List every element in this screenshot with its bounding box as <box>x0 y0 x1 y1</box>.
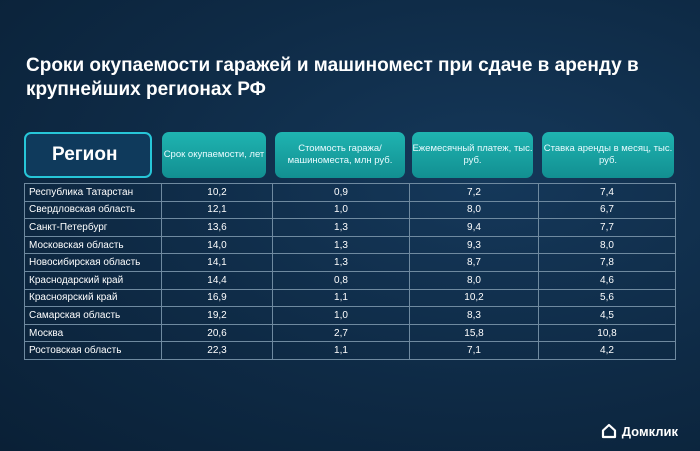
table-row <box>25 254 676 272</box>
region-cell: Красноярский край <box>25 289 162 307</box>
data-table <box>24 183 676 360</box>
value-cell: 19,2 <box>162 307 273 325</box>
value-cell: 5,6 <box>539 289 676 307</box>
value-cell: 9,4 <box>410 219 539 237</box>
value-cell: 7,4 <box>539 184 676 202</box>
region-cell: Санкт-Петербург <box>25 219 162 237</box>
value-cell: 1,0 <box>273 307 410 325</box>
column-header-rent: Ставка аренды в месяц, тыс. руб. <box>542 132 674 178</box>
table-row <box>25 184 676 202</box>
table-row <box>25 307 676 325</box>
value-cell: 8,0 <box>410 271 539 289</box>
data-table-body <box>25 184 676 360</box>
value-cell: 1,3 <box>273 219 410 237</box>
value-cell: 15,8 <box>410 324 539 342</box>
value-cell: 20,6 <box>162 324 273 342</box>
value-cell: 0,9 <box>273 184 410 202</box>
column-header-cost: Стоимость гаража/ машиноместа, млн руб. <box>275 132 405 178</box>
brand-name: Домклик <box>621 423 678 439</box>
value-cell: 1,0 <box>273 201 410 219</box>
value-cell: 8,0 <box>410 201 539 219</box>
region-cell: Краснодарский край <box>25 271 162 289</box>
value-cell: 16,9 <box>162 289 273 307</box>
column-header-payment: Ежемесячный платеж, тыс. руб. <box>412 132 533 178</box>
house-logo-icon <box>601 423 617 439</box>
column-header-payback: Срок окупаемости, лет <box>162 132 266 178</box>
region-cell: Москва <box>25 324 162 342</box>
value-cell: 10,2 <box>162 184 273 202</box>
value-cell: 1,3 <box>273 236 410 254</box>
value-cell: 8,3 <box>410 307 539 325</box>
value-cell: 7,8 <box>539 254 676 272</box>
value-cell: 14,4 <box>162 271 273 289</box>
region-cell: Московская область <box>25 236 162 254</box>
page-title: Сроки окупаемости гаражей и машиномест при сдаче в аренду в крупнейших регионах РФ <box>26 55 639 100</box>
table-row <box>25 201 676 219</box>
value-cell: 1,3 <box>273 254 410 272</box>
value-cell: 10,8 <box>539 324 676 342</box>
value-cell: 8,0 <box>539 236 676 254</box>
value-cell: 14,1 <box>162 254 273 272</box>
value-cell: 0,8 <box>273 271 410 289</box>
table-row <box>25 219 676 237</box>
region-cell: Ростовская область <box>25 342 162 360</box>
value-cell: 13,6 <box>162 219 273 237</box>
value-cell: 4,5 <box>539 307 676 325</box>
value-cell: 6,7 <box>539 201 676 219</box>
table-row <box>25 324 676 342</box>
region-cell: Свердловская область <box>25 201 162 219</box>
value-cell: 4,2 <box>539 342 676 360</box>
value-cell: 7,7 <box>539 219 676 237</box>
region-cell: Самарская область <box>25 307 162 325</box>
table-row <box>25 271 676 289</box>
value-cell: 10,2 <box>410 289 539 307</box>
value-cell: 7,2 <box>410 184 539 202</box>
value-cell: 14,0 <box>162 236 273 254</box>
value-cell: 9,3 <box>410 236 539 254</box>
brand-logo <box>601 423 678 439</box>
value-cell: 22,3 <box>162 342 273 360</box>
value-cell: 1,1 <box>273 289 410 307</box>
value-cell: 12,1 <box>162 201 273 219</box>
value-cell: 7,1 <box>410 342 539 360</box>
region-cell: Новосибирская область <box>25 254 162 272</box>
region-cell: Республика Татарстан <box>25 184 162 202</box>
value-cell: 2,7 <box>273 324 410 342</box>
table-row <box>25 236 676 254</box>
table-row <box>25 342 676 360</box>
table-row <box>25 289 676 307</box>
value-cell: 4,6 <box>539 271 676 289</box>
column-header-region: Регион <box>24 132 152 178</box>
value-cell: 1,1 <box>273 342 410 360</box>
value-cell: 8,7 <box>410 254 539 272</box>
